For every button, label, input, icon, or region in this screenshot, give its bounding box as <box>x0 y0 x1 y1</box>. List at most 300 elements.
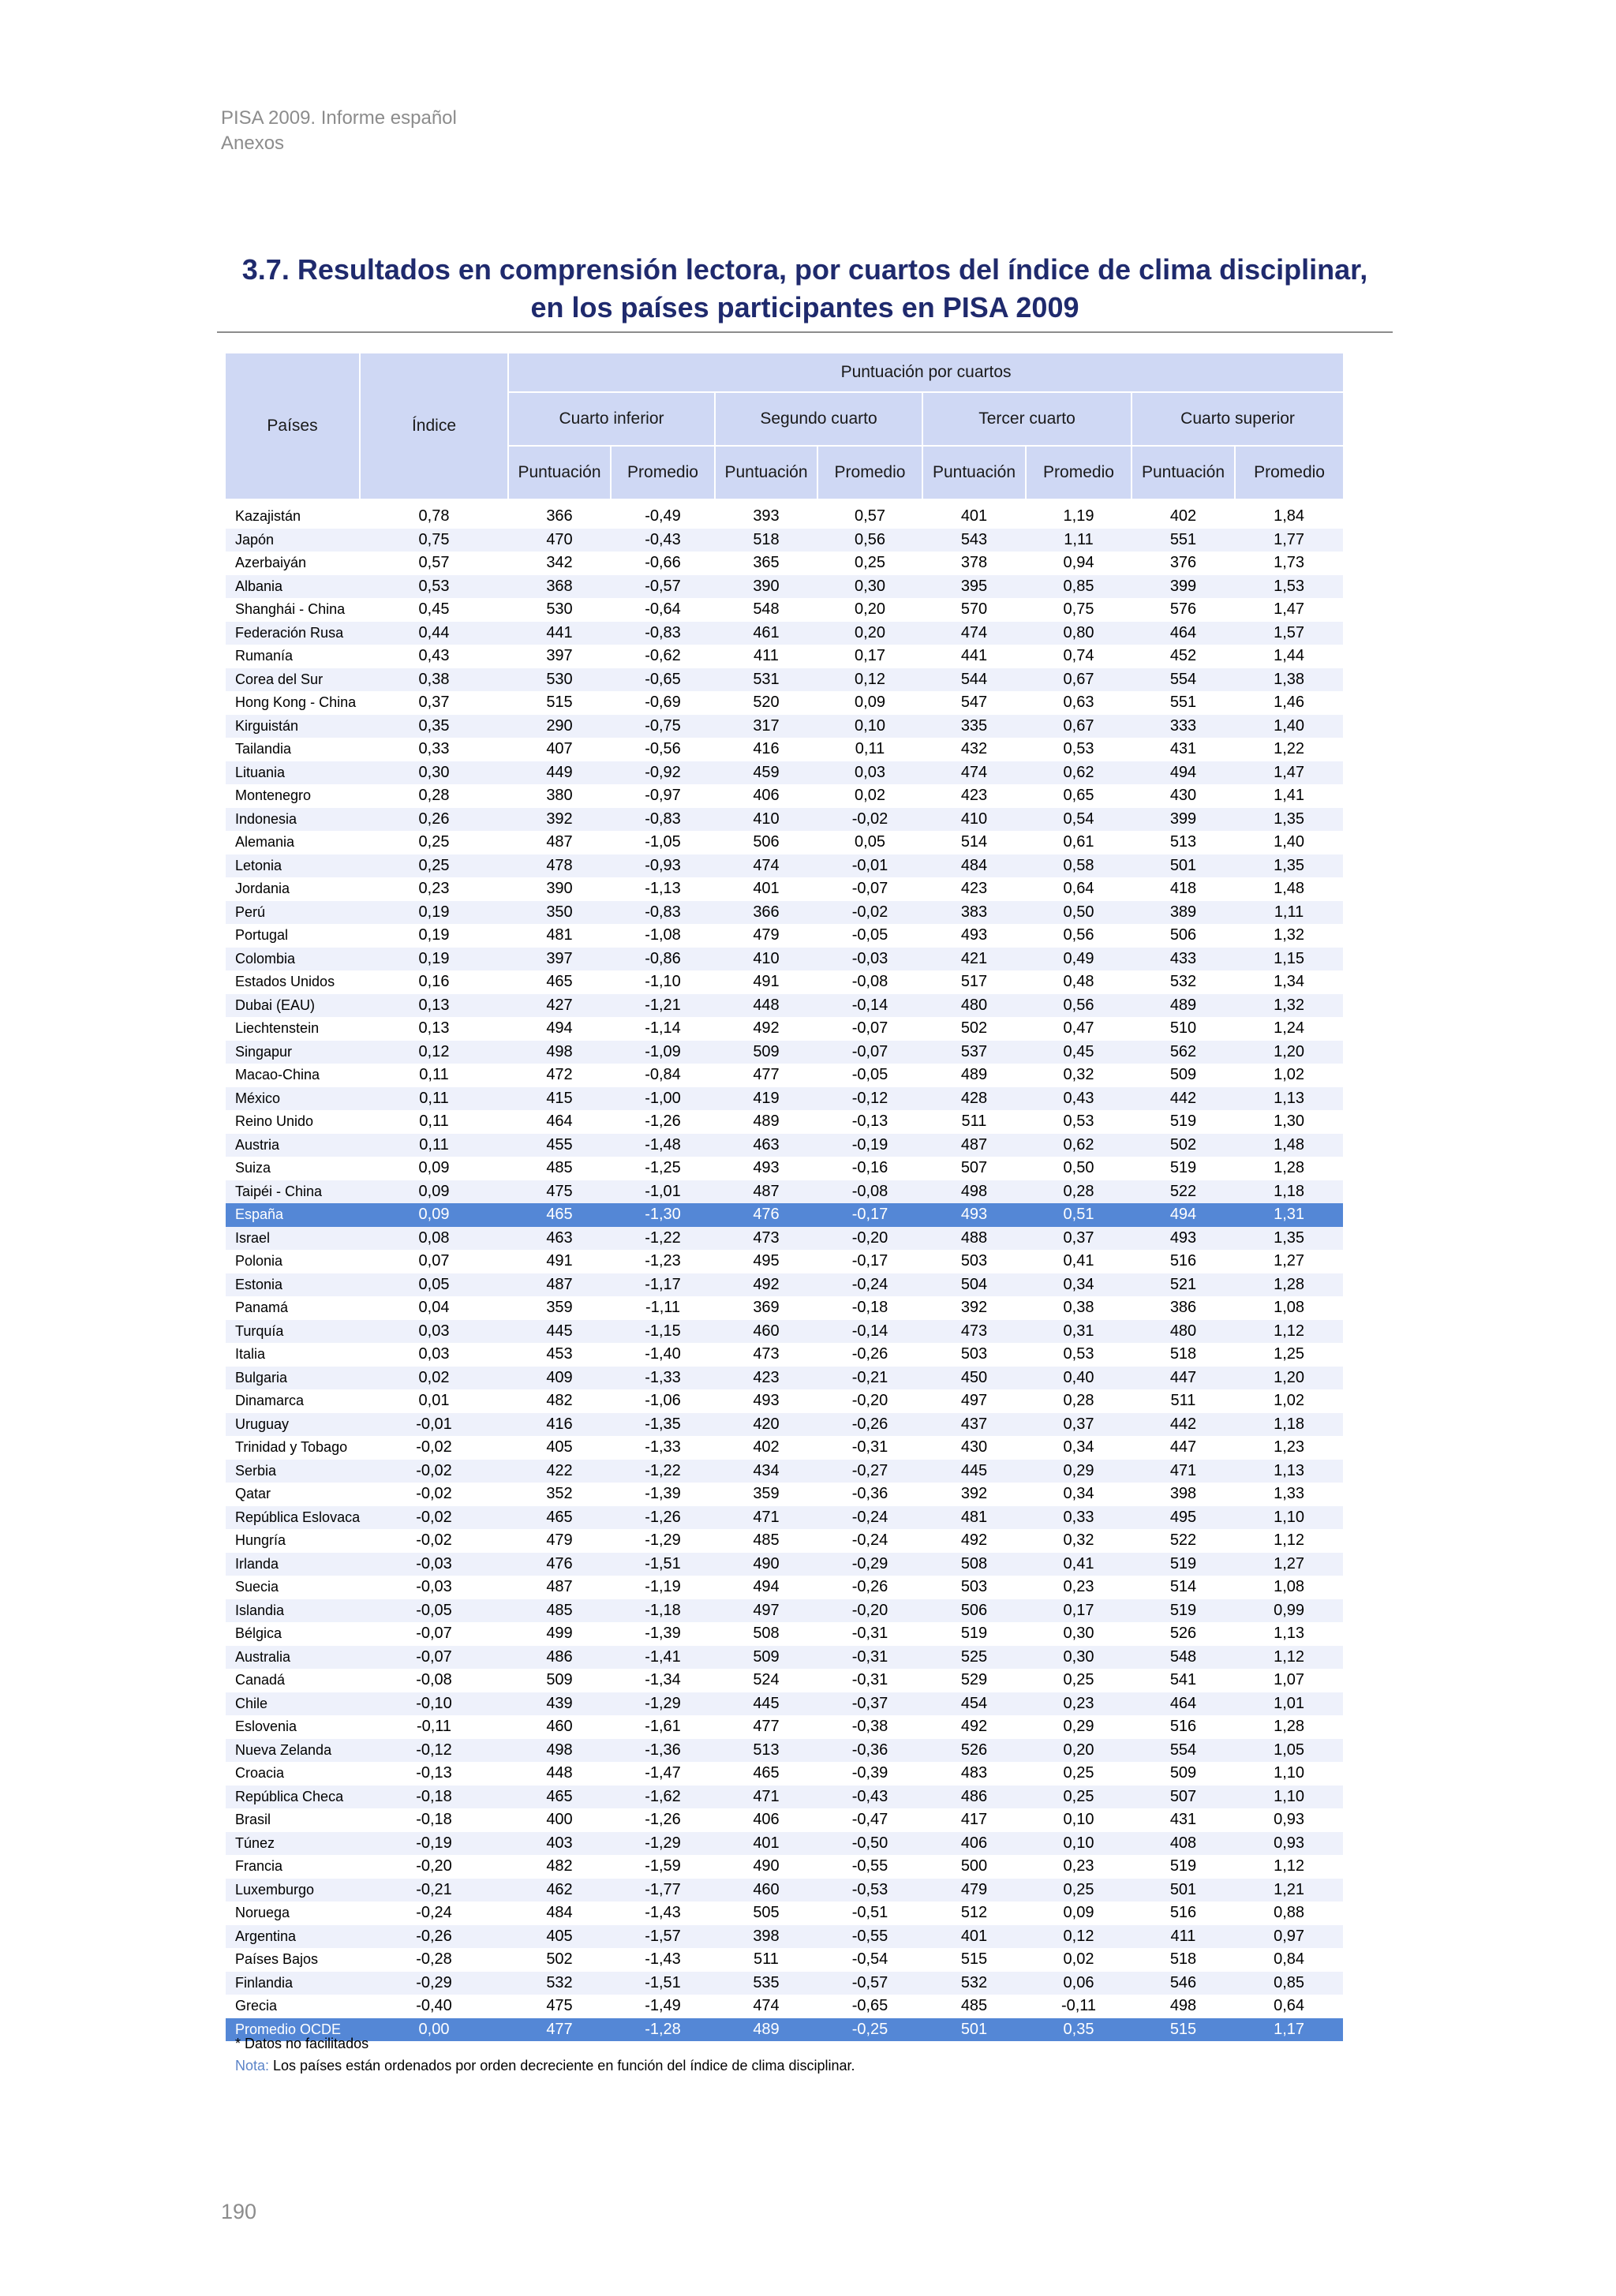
q2-average-cell: -0,31 <box>817 1646 922 1670</box>
q4-average-cell: 1,47 <box>1235 761 1343 785</box>
country-cell: Suiza <box>226 1157 360 1180</box>
q3-average-cell: 0,10 <box>1026 1832 1132 1856</box>
q4-score-cell: 511 <box>1132 1389 1235 1413</box>
q1-score-cell: 464 <box>508 1110 611 1134</box>
table-row <box>226 668 1343 692</box>
country-cell: Argentina <box>226 1925 360 1949</box>
q3-score-cell: 445 <box>922 1460 1026 1483</box>
q3-average-cell: 0,25 <box>1026 1762 1132 1786</box>
q4-score-cell: 494 <box>1132 1203 1235 1227</box>
index-cell: 0,35 <box>360 715 508 739</box>
q1-average-cell: -0,92 <box>611 761 715 785</box>
q2-average-cell: 0,09 <box>817 691 922 715</box>
q3-score-cell: 526 <box>922 1739 1026 1763</box>
q3-score-cell: 543 <box>922 529 1026 552</box>
table-row <box>226 1227 1343 1251</box>
q2-average-cell: -0,36 <box>817 1739 922 1763</box>
index-cell: -0,40 <box>360 1995 508 2018</box>
q2-average-cell: -0,08 <box>817 970 922 994</box>
q2-average-cell: -0,51 <box>817 1901 922 1925</box>
table-row <box>226 1739 1343 1763</box>
q4-average-cell: 1,24 <box>1235 1017 1343 1041</box>
q3-average-cell: 0,29 <box>1026 1460 1132 1483</box>
q4-score-cell: 402 <box>1132 505 1235 529</box>
q2-score-cell: 398 <box>715 1925 817 1949</box>
q4-score-cell: 489 <box>1132 994 1235 1018</box>
q3-average-cell: 0,41 <box>1026 1553 1132 1576</box>
q1-average-cell: -1,43 <box>611 1901 715 1925</box>
q4-average-cell: 1,01 <box>1235 1692 1343 1716</box>
country-cell: Kazajistán <box>226 505 360 529</box>
q2-score-cell: 445 <box>715 1692 817 1716</box>
q1-score-cell: 475 <box>508 1995 611 2018</box>
q4-score-cell: 515 <box>1132 2018 1235 2042</box>
q4-average-cell: 1,10 <box>1235 1506 1343 1530</box>
q4-average-cell: 1,12 <box>1235 1646 1343 1670</box>
index-cell: 0,05 <box>360 1273 508 1297</box>
q3-average-cell: 0,23 <box>1026 1692 1132 1716</box>
q4-score-cell: 493 <box>1132 1227 1235 1251</box>
header-score-group: Puntuación por cuartos <box>508 353 1343 392</box>
country-cell: Lituania <box>226 761 360 785</box>
q4-score-cell: 518 <box>1132 1343 1235 1367</box>
q3-average-cell: 0,09 <box>1026 1901 1132 1925</box>
subheader-score: Puntuación <box>922 446 1026 499</box>
q2-score-cell: 390 <box>715 575 817 599</box>
q2-score-cell: 477 <box>715 1715 817 1739</box>
q1-score-cell: 530 <box>508 598 611 622</box>
q1-average-cell: -1,01 <box>611 1180 715 1204</box>
q2-average-cell: -0,05 <box>817 924 922 948</box>
q3-score-cell: 485 <box>922 1995 1026 2018</box>
q3-score-cell: 395 <box>922 575 1026 599</box>
q2-score-cell: 410 <box>715 808 817 832</box>
q3-average-cell: 0,17 <box>1026 1599 1132 1623</box>
q3-average-cell: 0,25 <box>1026 1879 1132 1902</box>
table-row <box>226 1622 1343 1646</box>
q4-score-cell: 519 <box>1132 1855 1235 1879</box>
country-cell: Panamá <box>226 1296 360 1320</box>
q3-score-cell: 547 <box>922 691 1026 715</box>
table-row <box>226 575 1343 599</box>
q4-score-cell: 399 <box>1132 808 1235 832</box>
q3-average-cell: 0,37 <box>1026 1413 1132 1437</box>
q4-average-cell: 1,08 <box>1235 1296 1343 1320</box>
q4-score-cell: 519 <box>1132 1110 1235 1134</box>
q2-score-cell: 491 <box>715 970 817 994</box>
q1-average-cell: -1,35 <box>611 1413 715 1437</box>
q1-score-cell: 350 <box>508 901 611 925</box>
country-cell: Serbia <box>226 1460 360 1483</box>
q4-average-cell: 1,35 <box>1235 854 1343 878</box>
q3-average-cell: 0,47 <box>1026 1017 1132 1041</box>
index-cell: 0,53 <box>360 575 508 599</box>
index-cell: -0,18 <box>360 1808 508 1832</box>
q2-score-cell: 401 <box>715 877 817 901</box>
q3-average-cell: 0,56 <box>1026 924 1132 948</box>
q1-score-cell: 368 <box>508 575 611 599</box>
q3-average-cell: 0,23 <box>1026 1855 1132 1879</box>
q4-average-cell: 1,07 <box>1235 1669 1343 1692</box>
q3-average-cell: 0,43 <box>1026 1087 1132 1111</box>
q2-average-cell: -0,07 <box>817 1017 922 1041</box>
q2-average-cell: -0,12 <box>817 1087 922 1111</box>
q1-score-cell: 462 <box>508 1879 611 1902</box>
index-cell: 0,57 <box>360 552 508 575</box>
q3-average-cell: 0,53 <box>1026 1110 1132 1134</box>
q1-average-cell: -0,66 <box>611 552 715 575</box>
q3-average-cell: 0,62 <box>1026 1134 1132 1157</box>
q2-score-cell: 548 <box>715 598 817 622</box>
q1-average-cell: -1,05 <box>611 831 715 854</box>
q2-score-cell: 416 <box>715 738 817 761</box>
q1-average-cell: -1,40 <box>611 1343 715 1367</box>
table-row <box>226 1972 1343 1995</box>
index-cell: 0,11 <box>360 1110 508 1134</box>
q3-average-cell: 0,80 <box>1026 622 1132 645</box>
q2-average-cell: 0,03 <box>817 761 922 785</box>
q4-score-cell: 541 <box>1132 1669 1235 1692</box>
index-cell: -0,20 <box>360 1855 508 1879</box>
q3-score-cell: 501 <box>922 2018 1026 2042</box>
q2-average-cell: -0,65 <box>817 1995 922 2018</box>
index-cell: 0,09 <box>360 1203 508 1227</box>
table-row <box>226 901 1343 925</box>
q4-score-cell: 431 <box>1132 738 1235 761</box>
q1-score-cell: 397 <box>508 948 611 971</box>
q1-average-cell: -1,08 <box>611 924 715 948</box>
table-row <box>226 1483 1343 1506</box>
table-row <box>226 1250 1343 1273</box>
q1-score-cell: 487 <box>508 1273 611 1297</box>
index-cell: 0,33 <box>360 738 508 761</box>
q1-average-cell: -1,10 <box>611 970 715 994</box>
q4-average-cell: 0,64 <box>1235 1995 1343 2018</box>
country-cell: Hong Kong - China <box>226 691 360 715</box>
q2-score-cell: 509 <box>715 1646 817 1670</box>
index-cell: -0,29 <box>360 1972 508 1995</box>
q2-score-cell: 463 <box>715 1134 817 1157</box>
table-body <box>226 499 1343 2041</box>
q3-average-cell: 0,64 <box>1026 877 1132 901</box>
q4-score-cell: 509 <box>1132 1762 1235 1786</box>
q1-average-cell: -1,51 <box>611 1553 715 1576</box>
q4-average-cell: 1,57 <box>1235 622 1343 645</box>
q3-average-cell: 0,75 <box>1026 598 1132 622</box>
q3-average-cell: 0,10 <box>1026 1808 1132 1832</box>
q3-average-cell: 0,30 <box>1026 1622 1132 1646</box>
q2-average-cell: 0,17 <box>817 645 922 668</box>
subheader-score: Puntuación <box>1132 446 1235 499</box>
q4-score-cell: 510 <box>1132 1017 1235 1041</box>
index-cell: -0,02 <box>360 1529 508 1553</box>
q1-score-cell: 455 <box>508 1134 611 1157</box>
q4-average-cell: 0,93 <box>1235 1808 1343 1832</box>
q4-score-cell: 546 <box>1132 1972 1235 1995</box>
index-cell: -0,24 <box>360 1901 508 1925</box>
q3-score-cell: 511 <box>922 1110 1026 1134</box>
q2-average-cell: -0,03 <box>817 948 922 971</box>
q4-average-cell: 1,48 <box>1235 877 1343 901</box>
q1-average-cell: -1,23 <box>611 1250 715 1273</box>
index-cell: -0,19 <box>360 1832 508 1856</box>
q1-average-cell: -1,34 <box>611 1669 715 1692</box>
q1-score-cell: 416 <box>508 1413 611 1437</box>
subheader-average: Promedio <box>1235 446 1343 499</box>
q2-score-cell: 365 <box>715 552 817 575</box>
q2-average-cell: -0,55 <box>817 1855 922 1879</box>
q4-score-cell: 562 <box>1132 1041 1235 1064</box>
q1-score-cell: 415 <box>508 1087 611 1111</box>
q2-score-cell: 513 <box>715 1739 817 1763</box>
q4-average-cell: 1,32 <box>1235 924 1343 948</box>
q4-average-cell: 1,20 <box>1235 1367 1343 1390</box>
q1-score-cell: 407 <box>508 738 611 761</box>
q3-score-cell: 441 <box>922 645 1026 668</box>
q4-score-cell: 501 <box>1132 854 1235 878</box>
q4-average-cell: 1,77 <box>1235 529 1343 552</box>
q4-score-cell: 522 <box>1132 1529 1235 1553</box>
q3-score-cell: 437 <box>922 1413 1026 1437</box>
table-row <box>226 1995 1343 2018</box>
country-cell: Chile <box>226 1692 360 1716</box>
table-row <box>226 1320 1343 1344</box>
q3-average-cell: 0,65 <box>1026 784 1132 808</box>
country-cell: Colombia <box>226 948 360 971</box>
q1-average-cell: -1,33 <box>611 1367 715 1390</box>
q4-average-cell: 0,85 <box>1235 1972 1343 1995</box>
q2-average-cell: -0,47 <box>817 1808 922 1832</box>
q3-score-cell: 537 <box>922 1041 1026 1064</box>
q2-score-cell: 473 <box>715 1227 817 1251</box>
q3-average-cell: 0,49 <box>1026 948 1132 971</box>
index-cell: 0,38 <box>360 668 508 692</box>
q4-average-cell: 0,88 <box>1235 1901 1343 1925</box>
q2-score-cell: 509 <box>715 1041 817 1064</box>
q4-score-cell: 554 <box>1132 668 1235 692</box>
q3-score-cell: 335 <box>922 715 1026 739</box>
q4-score-cell: 447 <box>1132 1367 1235 1390</box>
q2-average-cell: -0,21 <box>817 1367 922 1390</box>
q4-average-cell: 1,05 <box>1235 1739 1343 1763</box>
q1-average-cell: -1,57 <box>611 1925 715 1949</box>
q1-score-cell: 460 <box>508 1715 611 1739</box>
q1-score-cell: 476 <box>508 1553 611 1576</box>
q4-score-cell: 464 <box>1132 622 1235 645</box>
index-cell: 0,19 <box>360 948 508 971</box>
q1-average-cell: -1,18 <box>611 1599 715 1623</box>
q2-score-cell: 359 <box>715 1483 817 1506</box>
q1-score-cell: 352 <box>508 1483 611 1506</box>
index-cell: 0,26 <box>360 808 508 832</box>
index-cell: 0,13 <box>360 994 508 1018</box>
table-row <box>226 1925 1343 1949</box>
q1-average-cell: -1,26 <box>611 1808 715 1832</box>
q4-score-cell: 518 <box>1132 1948 1235 1972</box>
q1-average-cell: -0,83 <box>611 808 715 832</box>
index-cell: 0,13 <box>360 1017 508 1041</box>
q3-score-cell: 474 <box>922 761 1026 785</box>
country-cell: Bélgica <box>226 1622 360 1646</box>
q4-score-cell: 502 <box>1132 1134 1235 1157</box>
q3-average-cell: 0,56 <box>1026 994 1132 1018</box>
q3-score-cell: 486 <box>922 1786 1026 1809</box>
q2-score-cell: 485 <box>715 1529 817 1553</box>
q2-average-cell: -0,17 <box>817 1250 922 1273</box>
q4-average-cell: 0,97 <box>1235 1925 1343 1949</box>
q1-score-cell: 290 <box>508 715 611 739</box>
q4-score-cell: 431 <box>1132 1808 1235 1832</box>
q2-score-cell: 406 <box>715 784 817 808</box>
q4-score-cell: 519 <box>1132 1553 1235 1576</box>
q1-score-cell: 465 <box>508 1506 611 1530</box>
q2-score-cell: 459 <box>715 761 817 785</box>
q2-average-cell: 0,30 <box>817 575 922 599</box>
q4-average-cell: 1,27 <box>1235 1553 1343 1576</box>
q4-score-cell: 513 <box>1132 831 1235 854</box>
table-row <box>226 1576 1343 1599</box>
q1-score-cell: 405 <box>508 1925 611 1949</box>
q1-average-cell: -1,51 <box>611 1972 715 1995</box>
q4-score-cell: 442 <box>1132 1413 1235 1437</box>
q3-score-cell: 410 <box>922 808 1026 832</box>
table-row <box>226 1134 1343 1157</box>
q4-score-cell: 398 <box>1132 1483 1235 1506</box>
q2-average-cell: -0,01 <box>817 854 922 878</box>
q1-average-cell: -0,56 <box>611 738 715 761</box>
q2-score-cell: 410 <box>715 948 817 971</box>
q3-average-cell: 0,40 <box>1026 1367 1132 1390</box>
country-cell: Montenegro <box>226 784 360 808</box>
q2-score-cell: 518 <box>715 529 817 552</box>
country-cell: Rumanía <box>226 645 360 668</box>
q2-score-cell: 406 <box>715 1808 817 1832</box>
q1-average-cell: -1,30 <box>611 1203 715 1227</box>
q2-score-cell: 419 <box>715 1087 817 1111</box>
index-cell: 0,43 <box>360 645 508 668</box>
q4-score-cell: 498 <box>1132 1995 1235 2018</box>
q2-score-cell: 508 <box>715 1622 817 1646</box>
q4-score-cell: 411 <box>1132 1925 1235 1949</box>
table-row <box>226 924 1343 948</box>
q2-average-cell: -0,29 <box>817 1553 922 1576</box>
q3-average-cell: 0,23 <box>1026 1576 1132 1599</box>
subheader-average: Promedio <box>817 446 922 499</box>
q1-average-cell: -1,41 <box>611 1646 715 1670</box>
country-cell: Indonesia <box>226 808 360 832</box>
index-cell: 0,04 <box>360 1296 508 1320</box>
table-row <box>226 1087 1343 1111</box>
index-cell: 0,25 <box>360 854 508 878</box>
q3-score-cell: 423 <box>922 877 1026 901</box>
q1-score-cell: 409 <box>508 1367 611 1390</box>
q3-average-cell: 0,50 <box>1026 1157 1132 1180</box>
country-cell: Hungría <box>226 1529 360 1553</box>
table-row <box>226 1367 1343 1390</box>
q4-score-cell: 516 <box>1132 1901 1235 1925</box>
q3-average-cell: 0,20 <box>1026 1739 1132 1763</box>
q2-average-cell: -0,54 <box>817 1948 922 1972</box>
q4-average-cell: 1,27 <box>1235 1250 1343 1273</box>
country-cell: Qatar <box>226 1483 360 1506</box>
country-cell: Trinidad y Tobago <box>226 1436 360 1460</box>
q3-score-cell: 378 <box>922 552 1026 575</box>
q1-average-cell: -1,49 <box>611 1995 715 2018</box>
q1-score-cell: 449 <box>508 761 611 785</box>
q2-score-cell: 492 <box>715 1017 817 1041</box>
q3-average-cell: 0,30 <box>1026 1646 1132 1670</box>
q2-score-cell: 531 <box>715 668 817 692</box>
table-row <box>226 1110 1343 1134</box>
q4-average-cell: 1,34 <box>1235 970 1343 994</box>
country-cell: Polonia <box>226 1250 360 1273</box>
q3-average-cell: 0,31 <box>1026 1320 1132 1344</box>
q3-score-cell: 401 <box>922 505 1026 529</box>
q1-score-cell: 482 <box>508 1855 611 1879</box>
q1-score-cell: 397 <box>508 645 611 668</box>
q1-score-cell: 441 <box>508 622 611 645</box>
q4-average-cell: 1,10 <box>1235 1762 1343 1786</box>
q2-score-cell: 460 <box>715 1320 817 1344</box>
q4-average-cell: 1,02 <box>1235 1389 1343 1413</box>
table-row <box>226 948 1343 971</box>
q2-average-cell: -0,02 <box>817 808 922 832</box>
table-row <box>226 1646 1343 1670</box>
q2-average-cell: 0,12 <box>817 668 922 692</box>
q4-average-cell: 1,22 <box>1235 738 1343 761</box>
q3-score-cell: 525 <box>922 1646 1026 1670</box>
q1-score-cell: 470 <box>508 529 611 552</box>
q4-score-cell: 551 <box>1132 691 1235 715</box>
index-cell: 0,12 <box>360 1041 508 1064</box>
q2-score-cell: 477 <box>715 1064 817 1087</box>
q3-average-cell: 0,50 <box>1026 901 1132 925</box>
q1-average-cell: -1,17 <box>611 1273 715 1297</box>
q1-average-cell: -0,43 <box>611 529 715 552</box>
q1-score-cell: 380 <box>508 784 611 808</box>
index-cell: -0,02 <box>360 1506 508 1530</box>
q1-score-cell: 427 <box>508 994 611 1018</box>
q3-score-cell: 514 <box>922 831 1026 854</box>
q1-score-cell: 487 <box>508 1576 611 1599</box>
q4-average-cell: 1,25 <box>1235 1343 1343 1367</box>
q2-average-cell: -0,37 <box>817 1692 922 1716</box>
q1-score-cell: 403 <box>508 1832 611 1856</box>
title-divider <box>217 331 1393 333</box>
q3-average-cell: 0,25 <box>1026 1786 1132 1809</box>
table-row <box>226 738 1343 761</box>
q1-score-cell: 359 <box>508 1296 611 1320</box>
index-cell: -0,28 <box>360 1948 508 1972</box>
q1-score-cell: 486 <box>508 1646 611 1670</box>
q3-score-cell: 484 <box>922 854 1026 878</box>
index-cell: -0,02 <box>360 1436 508 1460</box>
table-row <box>226 1506 1343 1530</box>
q3-score-cell: 544 <box>922 668 1026 692</box>
table-row <box>226 1879 1343 1902</box>
q3-score-cell: 493 <box>922 1203 1026 1227</box>
table-row <box>226 970 1343 994</box>
index-cell: -0,08 <box>360 1669 508 1692</box>
q1-average-cell: -1,22 <box>611 1460 715 1483</box>
q1-score-cell: 515 <box>508 691 611 715</box>
q3-score-cell: 503 <box>922 1576 1026 1599</box>
q4-average-cell: 1,40 <box>1235 715 1343 739</box>
index-cell: 0,03 <box>360 1320 508 1344</box>
q1-score-cell: 342 <box>508 552 611 575</box>
q4-average-cell: 1,30 <box>1235 1110 1343 1134</box>
country-cell: Irlanda <box>226 1553 360 1576</box>
